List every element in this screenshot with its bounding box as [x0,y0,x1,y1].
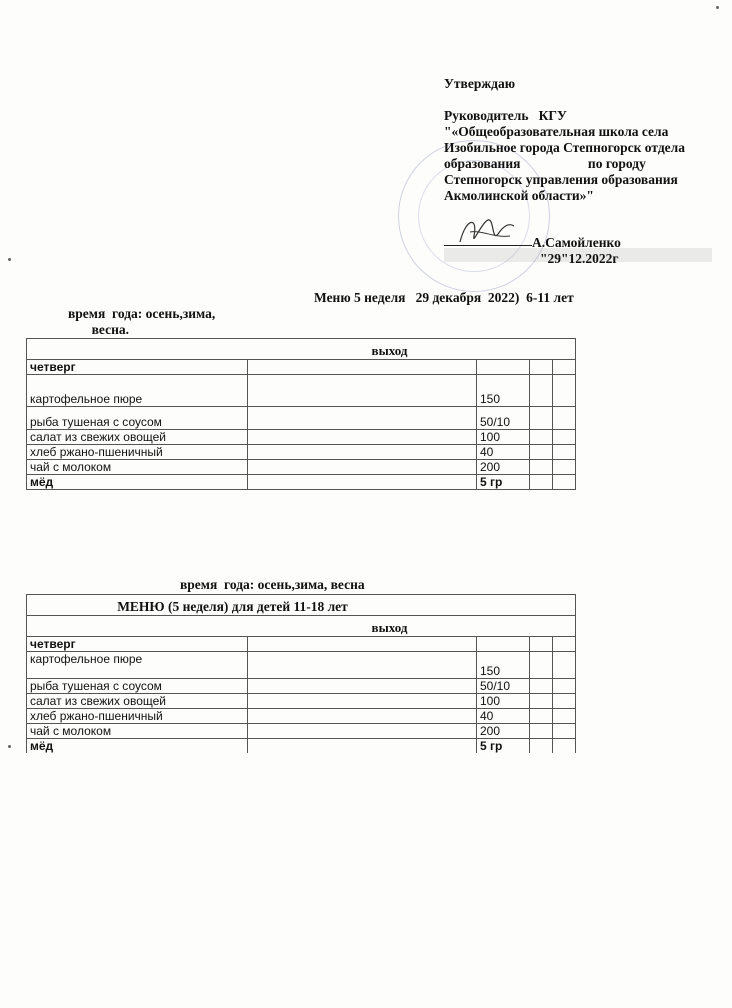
dish-name: салат из свежих овощей [27,694,248,709]
dish-name: салат из свежих овощей [27,430,248,445]
season-label-2: время года: осень,зима, весна [180,577,365,592]
approval-org-2: Изобильное города Степногорск отдела [444,140,685,155]
scan-speck [716,6,719,9]
output-header: выход [27,339,576,360]
approval-approve: Утверждаю [444,76,516,91]
approval-org-1: "«Общеобразовательная школа села [444,124,669,139]
dish-qty: 100 [477,694,530,709]
dish-qty: 40 [477,709,530,724]
table-title: МЕНЮ (5 неделя) для детей 11-18 лет [27,595,576,616]
approval-position: Руководитель КГУ [444,108,567,123]
dish-name: чай с молоком [27,724,248,739]
dish-qty: 50/10 [477,407,530,430]
approval-block [444,76,714,204]
dish-qty: 40 [477,445,530,460]
dish-qty: 50/10 [477,679,530,694]
dish-name: картофельное пюре [27,375,248,407]
day-label: четверг [27,637,248,652]
dish-name: рыба тушеная с соусом [27,407,248,430]
dish-name: мёд [27,475,248,490]
approval-date: "29"12.2022г [540,251,619,266]
signer-name: А.Самойленко [532,235,621,250]
approval-org-4: Степногорск управления образования [444,172,678,187]
output-header: выход [27,616,576,637]
day-label: четверг [27,360,248,375]
dish-qty: 150 [477,375,530,407]
scan-speck [8,258,11,261]
menu-table-11-18 [26,594,576,753]
dish-qty: 200 [477,460,530,475]
dish-name: хлеб ржано-пшеничный [27,709,248,724]
signature-icon [452,212,522,252]
approval-org-5: Акмолинской области»" [444,188,594,203]
scan-speck [8,745,11,748]
dish-name: картофельное пюре [27,652,248,679]
menu-table-6-11 [26,338,576,490]
dish-name: рыба тушеная с соусом [27,679,248,694]
dish-qty: 5 гр [477,739,530,754]
approval-org-3: образования по городу [444,156,646,171]
menu-title: Меню 5 неделя 29 декабря 2022) 6-11 лет [314,290,574,305]
dish-qty: 5 гр [477,475,530,490]
dish-qty: 200 [477,724,530,739]
dish-name: мёд [27,739,248,754]
dish-qty: 100 [477,430,530,445]
dish-name: чай с молоком [27,460,248,475]
dish-qty: 150 [477,652,530,679]
season-label-1: время года: осень,зима, весна. [68,306,216,337]
dish-name: хлеб ржано-пшеничный [27,445,248,460]
